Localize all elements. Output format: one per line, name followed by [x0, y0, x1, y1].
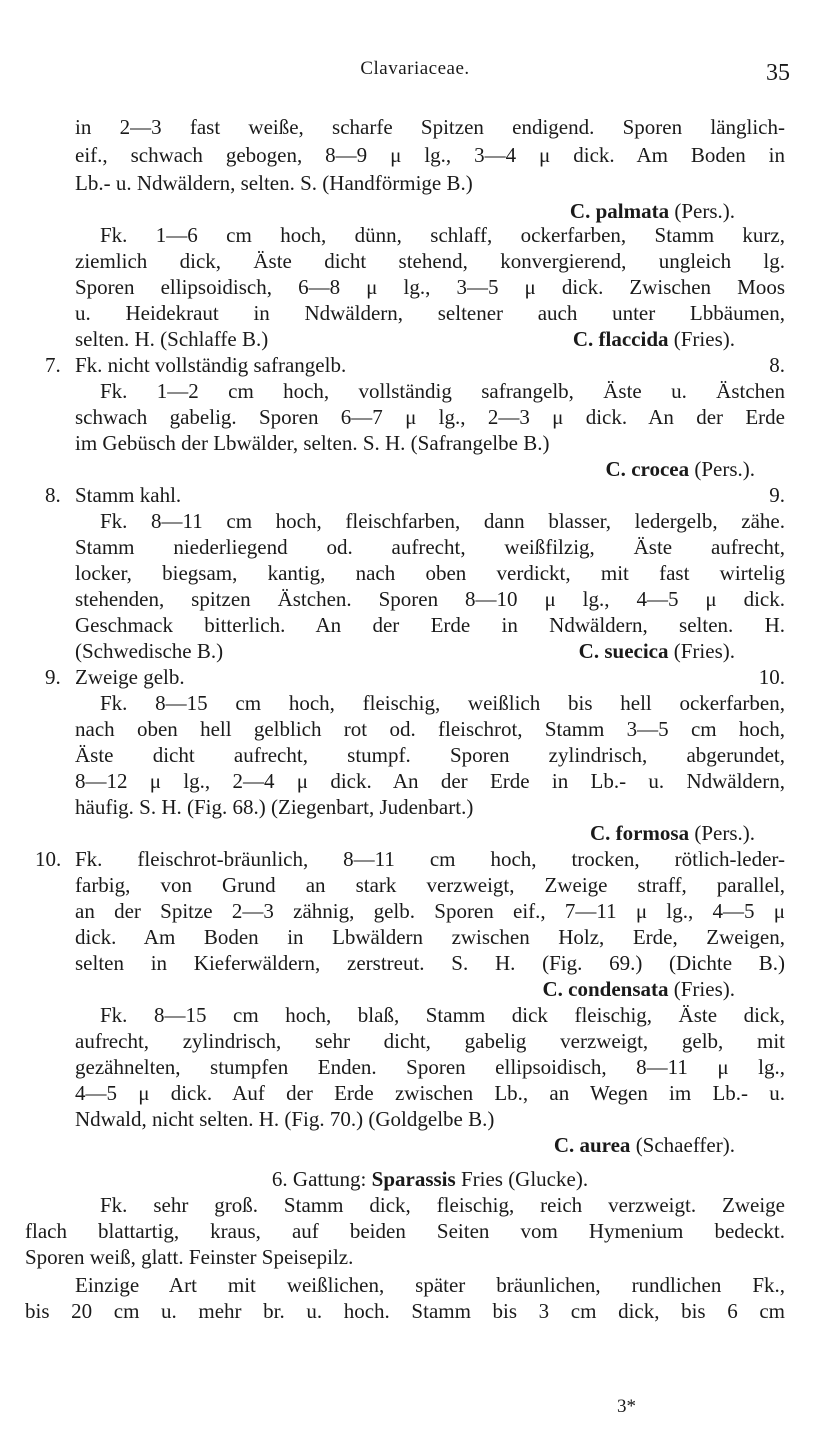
genus-heading-author: Fries (Glucke). — [460, 1167, 589, 1191]
genus-abbrev: C. — [605, 457, 626, 481]
key-reference: 10. — [758, 665, 785, 689]
species-author: (Schaeffer). — [635, 1133, 735, 1157]
text-line: Sporen ellipsoidisch, 6—8 μ lg., 3—5 μ dick. Zwischen Moos — [75, 275, 785, 299]
text-line: stehenden, spitzen Ästchen. Sporen 8—10 μ lg., 4—5 μ dick. — [75, 587, 785, 611]
species-epithet: aurea — [579, 1133, 631, 1157]
species-name-line — [75, 1132, 735, 1158]
species-author: (Fries). — [673, 327, 735, 351]
genus-abbrev: C. — [578, 639, 600, 663]
species-author: (Pers.). — [694, 821, 755, 845]
text-line: bis 20 cm u. mehr br. u. hoch. Stamm bis 3 cm dick, bis 6 cm — [25, 1299, 785, 1323]
key-text: Fk. nicht vollständig safrangelb. — [75, 353, 347, 377]
key-couplet-line — [45, 352, 785, 378]
text-line: Fk. 8—15 cm hoch, blaß, Stamm dick fleischig, Äste dick, — [100, 1003, 785, 1027]
key-couplet-line — [45, 482, 785, 508]
text-line: u. Heidekraut in Ndwäldern, seltener auch unter Lbbäumen, — [75, 301, 785, 325]
text-line: Stamm niederliegend od. aufrecht, weißfilzig, Äste aufrecht, — [75, 535, 785, 559]
text-line: Fk. 1—6 cm hoch, dünn, schlaff, ockerfarben, Stamm kurz, — [100, 223, 785, 247]
text-line: Geschmack bitterlich. An der Erde in Ndwäldern, selten. H. — [75, 613, 785, 637]
text-line: aufrecht, zylindrisch, sehr dicht, gabelig verzweigt, gelb, mit — [75, 1029, 785, 1053]
species-author: (Pers.). — [694, 457, 755, 481]
text-line: flach blattartig, kraus, auf beiden Seiten vom Hymenium bedeckt. — [25, 1219, 785, 1243]
species-author: (Fries). — [673, 977, 735, 1001]
text-line: selten in Kieferwäldern, zerstreut. S. H. (Fig. 69.) (Dichte B.) — [75, 951, 785, 975]
genus-abbrev: C. — [589, 821, 611, 845]
species-epithet: crocea — [631, 457, 690, 481]
genus-abbrev: C. — [569, 199, 591, 223]
text-line: Fk. sehr groß. Stamm dick, fleischig, reich verzweigt. Zweige — [100, 1193, 785, 1217]
text-line: häufig. S. H. (Fig. 68.) (Ziegenbart, Judenbart.) — [75, 795, 474, 819]
text-line: Äste dicht aufrecht, stumpf. Sporen zylindrisch, abgerundet, — [75, 743, 785, 767]
species-name-line — [75, 820, 755, 846]
genus-abbrev: C. — [553, 1133, 575, 1157]
genus-heading — [75, 1166, 785, 1192]
genus-abbrev: C. — [572, 327, 594, 351]
species-author: (Fries). — [673, 639, 735, 663]
signature-mark: 3* — [617, 1396, 636, 1417]
text-line: ziemlich dick, Äste dicht stehend, konvergierend, ungleich lg. — [75, 249, 785, 273]
text-line: (Schwedische B.) — [75, 639, 224, 663]
text-line: Ndwald, nicht selten. H. (Fig. 70.) (Goldgelbe B.) — [75, 1107, 495, 1131]
key-text: Zweige gelb. — [75, 665, 185, 689]
species-name-line — [75, 456, 755, 482]
species-epithet: suecica — [604, 639, 669, 663]
text-line: an der Spitze 2—3 zähnig, gelb. Sporen eif., 7—11 μ lg., 4—5 μ — [75, 899, 785, 923]
key-number: 7. — [45, 353, 61, 377]
key-text: Fk. fleischrot-bräunlich, 8—11 cm hoch, trocken, rötlich-leder- — [75, 847, 785, 871]
key-number: 10. — [35, 847, 62, 871]
text-line: Fk. 8—11 cm hoch, fleischfarben, dann blasser, ledergelb, zähe. — [100, 509, 785, 533]
text-line: Lb.- u. Ndwäldern, selten. S. (Handförmige B.) — [75, 171, 473, 195]
text-line: 8—12 μ lg., 2—4 μ dick. An der Erde in Lb.- u. Ndwäldern, — [75, 769, 785, 793]
key-number: 9. — [45, 665, 61, 689]
text-line: dick. Am Boden in Lbwäldern zwischen Holz, Erde, Zweigen, — [75, 925, 785, 949]
species-name-line — [75, 326, 735, 352]
genus-heading-number: 6. Gattung: — [271, 1167, 367, 1191]
species-name-line — [75, 198, 735, 224]
text-line: Fk. 1—2 cm hoch, vollständig safrangelb, Äste u. Ästchen — [100, 379, 785, 403]
species-epithet: formosa — [615, 821, 690, 845]
species-author: (Pers.). — [674, 199, 735, 223]
species-name-line — [75, 976, 735, 1002]
species-epithet: condensata — [568, 977, 669, 1001]
running-head: Clavariaceae. — [360, 58, 470, 79]
text-line: selten. H. (Schlaffe B.) — [75, 327, 269, 351]
key-number: 8. — [45, 483, 61, 507]
species-epithet: flaccida — [598, 327, 669, 351]
genus-heading-name: Sparassis — [371, 1167, 456, 1191]
text-line: eif., schwach gebogen, 8—9 μ lg., 3—4 μ dick. Am Boden in — [75, 143, 785, 167]
text-line: farbig, von Grund an stark verzweigt, Zweige straff, parallel, — [75, 873, 785, 897]
text-line: locker, biegsam, kantig, nach oben verdickt, mit fast wirtelig — [75, 561, 785, 585]
key-reference: 9. — [769, 483, 785, 507]
species-epithet: palmata — [595, 199, 670, 223]
genus-abbrev: C. — [542, 977, 563, 1001]
key-couplet-line — [45, 664, 785, 690]
text-line: Einzige Art mit weißlichen, später bräunlichen, rundlichen Fk., — [75, 1273, 785, 1297]
page-number: 35 — [766, 60, 790, 86]
text-line: in 2—3 fast weiße, scharfe Spitzen endigend. Sporen länglich- — [75, 115, 785, 139]
text-line: nach oben hell gelblich rot od. fleischrot, Stamm 3—5 cm hoch, — [75, 717, 785, 741]
text-line: Fk. 8—15 cm hoch, fleischig, weißlich bis hell ockerfarben, — [100, 691, 785, 715]
species-name-line — [75, 638, 735, 664]
text-line: Sporen weiß, glatt. Feinster Speisepilz. — [25, 1245, 354, 1269]
text-line: schwach gabelig. Sporen 6—7 μ lg., 2—3 μ dick. An der Erde — [75, 405, 785, 429]
text-line: gezähnelten, stumpfen Enden. Sporen ellipsoidisch, 8—11 μ lg., — [75, 1055, 785, 1079]
key-couplet-line — [35, 846, 785, 872]
key-text: Stamm kahl. — [75, 483, 182, 507]
key-reference: 8. — [769, 353, 785, 377]
text-line: im Gebüsch der Lbwälder, selten. S. H. (Safrangelbe B.) — [75, 431, 550, 455]
text-line: 4—5 μ dick. Auf der Erde zwischen Lb., an Wegen im Lb.- u. — [75, 1081, 785, 1105]
